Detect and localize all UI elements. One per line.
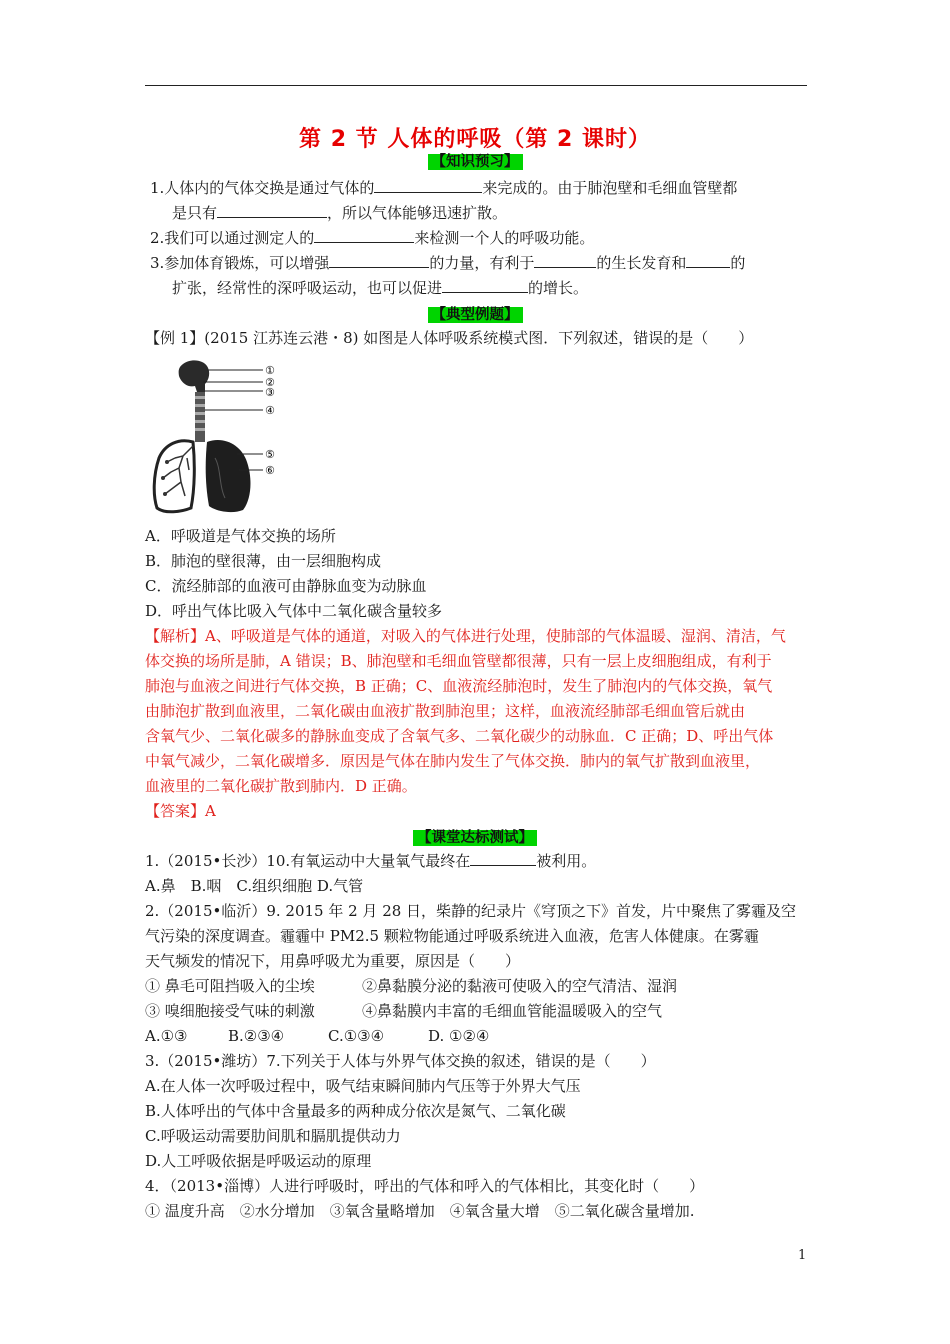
- page-number: 1: [798, 1248, 807, 1263]
- test-q2-option-c: C.①③④: [328, 1027, 385, 1045]
- blank-field: [374, 178, 482, 193]
- example-option-b: B．肺泡的壁很薄，由一层细胞构成: [145, 552, 382, 570]
- example-option-d: D．呼出气体比吸入气体中二氧化碳含量较多: [145, 602, 443, 620]
- preview-q3-text-a: 3.参加体育锻炼，可以增强: [150, 254, 330, 272]
- preview-q1-line1: [150, 178, 737, 198]
- example-stem: 【例 1】(2015 江苏连云港・8) 如图是人体呼吸系统模式图．下列叙述，错误的是（ ）: [145, 329, 754, 347]
- test-q2-item-2: ②鼻黏膜分泌的黏液可使吸入的空气清洁、湿润: [362, 977, 678, 995]
- blank-field: [217, 203, 327, 218]
- blank-field: [470, 851, 536, 866]
- preview-q1-text-a: 1.人体内的气体交换是通过气体的: [150, 179, 375, 197]
- blank-field: [314, 228, 414, 243]
- nasal-cavity-shape: [179, 360, 210, 392]
- preview-q3-line1: [150, 253, 745, 273]
- analysis-line-7: 血液里的二氧化碳扩散到肺内．D 正确。: [145, 777, 417, 795]
- preview-q1-text-b: 来完成的。由于肺泡壁和毛细血管壁都: [482, 179, 738, 197]
- example-option-a: A．呼吸道是气体交换的场所: [145, 527, 336, 545]
- test-q2-item-3: ③ 嗅细胞接受气味的刺激: [145, 1002, 315, 1020]
- analysis-line-1: 【解析】A、呼吸道是气体的通道，对吸入的气体进行处理，使肺部的气体温暖、湿润、清洁，气: [145, 627, 786, 645]
- preview-q1-text-c: 是只有: [172, 204, 218, 222]
- preview-q3-text-e: 扩张，经常性的深呼吸运动，也可以促进: [172, 279, 443, 297]
- respiratory-system-figure: [145, 358, 280, 518]
- answer-line: 【答案】A: [145, 802, 216, 820]
- section-preview-header: [0, 150, 950, 171]
- blank-field: [686, 253, 730, 268]
- example-option-c: C．流经肺部的血液可由静脉血变为动脉血: [145, 577, 427, 595]
- test-q2-item-1: ① 鼻毛可阻挡吸入的尘埃: [145, 977, 315, 995]
- section-test-header: [0, 826, 950, 847]
- test-q1-options: A.鼻 B.咽 C.组织细胞 D.气管: [145, 877, 364, 895]
- page-title: 第 2 节 人体的呼吸（第 2 课时）: [299, 127, 651, 152]
- test-q2-line2: 气污染的深度调查。霾霾中 PM2.5 颗粒物能通过呼吸系统进入血液，危害人体健康。在雾霾: [145, 927, 759, 945]
- test-q2-option-a: A.①③: [145, 1027, 188, 1045]
- test-q1-text-a: 1.（2015•长沙）10.有氧运动中大量氧气最终在: [145, 852, 471, 870]
- section-examples-header: [0, 303, 950, 324]
- blank-field: [329, 253, 429, 268]
- test-q1-text-b: 被利用。: [536, 852, 597, 870]
- preview-q3-text-c: 的生长发育和: [596, 254, 687, 272]
- test-q3-option-a: A.在人体一次呼吸过程中，吸气结束瞬间肺内气压等于外界大气压: [145, 1077, 581, 1095]
- preview-q2: [150, 228, 594, 248]
- figure-label-2: ②: [265, 376, 275, 389]
- test-q2-item-4: ④鼻黏膜内丰富的毛细血管能温暖吸入的空气: [362, 1002, 663, 1020]
- preview-q2-text-b: 来检测一个人的呼吸功能。: [414, 229, 595, 247]
- preview-q3-text-b: 的力量，有利于: [429, 254, 535, 272]
- test-q4-items: ① 温度升高 ②水分增加 ③氧含量略增加 ④氧含量大增 ⑤二氧化碳含量增加.: [145, 1202, 695, 1220]
- analysis-line-5: 含氧气少、二氧化碳多的静脉血变成了含氧气多、二氧化碳少的动脉血．C 正确；D、呼出气体: [145, 727, 774, 745]
- preview-q3-line2: [172, 278, 588, 298]
- preview-q3-text-d: 的: [730, 254, 746, 272]
- section-preview-label: 【知识预习】: [428, 154, 523, 170]
- analysis-line-2: 体交换的场所是肺，A 错误；B、肺泡壁和毛细血管壁都很薄，只有一层上皮细胞组成，有利于: [145, 652, 772, 670]
- right-lung-shape: [206, 440, 251, 512]
- test-q3-stem: 3.（2015•潍坊）7.下列关于人体与外界气体交换的叙述，错误的是（ ）: [145, 1052, 656, 1070]
- preview-q2-text-a: 2.我们可以通过测定人的: [150, 229, 315, 247]
- preview-q1-text-d: ，所以气体能够迅速扩散。: [327, 204, 508, 222]
- figure-label-1: ①: [265, 364, 275, 377]
- section-test-label: 【课堂达标测试】: [413, 830, 537, 846]
- test-q2-line1: 2.（2015•临沂）9. 2015 年 2 月 28 日，柴静的纪录片《穹顶之下》首发，片中聚焦了雾霾及空: [145, 902, 797, 920]
- test-q3-option-c: C.呼吸运动需要肋间肌和膈肌提供动力: [145, 1127, 401, 1145]
- figure-label-6: ⑥: [265, 464, 275, 477]
- analysis-line-6: 中氧气减少，二氧化碳增多．原因是气体在肺内发生了气体交换．肺内的氧气扩散到血液里，: [145, 752, 761, 770]
- test-q2-option-d: D. ①②④: [428, 1027, 490, 1045]
- header-rule: [145, 85, 807, 86]
- test-q1: [145, 851, 596, 871]
- figure-label-4: ④: [265, 404, 275, 417]
- test-q3-option-d: D.人工呼吸依据是呼吸运动的原理: [145, 1152, 372, 1170]
- test-q4-stem: 4．（2013•淄博）人进行呼吸时，呼出的气体和呼入的气体相比，其变化时（ ）: [145, 1177, 705, 1195]
- section-examples-label: 【典型例题】: [428, 307, 523, 323]
- preview-q3-text-f: 的增长。: [528, 279, 589, 297]
- test-q2-line3: 天气频发的情况下，用鼻呼吸尤为重要，原因是（ ）: [145, 952, 521, 970]
- analysis-line-3: 肺泡与血液之间进行气体交换，B 正确；C、血液流经肺泡时，发生了肺泡内的气体交换，氧气: [145, 677, 773, 695]
- blank-field: [442, 278, 528, 293]
- trachea-shape: [195, 392, 205, 442]
- analysis-line-4: 由肺泡扩散到血液里，二氧化碳由血液扩散到肺泡里；这样，血液流经肺部毛细血管后就由: [145, 702, 746, 720]
- test-q3-option-b: B.人体呼出的气体中含量最多的两种成分依次是氮气、二氧化碳: [145, 1102, 566, 1120]
- blank-field: [534, 253, 596, 268]
- preview-q1-line2: [172, 203, 507, 223]
- figure-label-5: ⑤: [265, 448, 275, 461]
- figure-label-3: ③: [265, 386, 275, 399]
- test-q2-option-b: B.②③④: [228, 1027, 285, 1045]
